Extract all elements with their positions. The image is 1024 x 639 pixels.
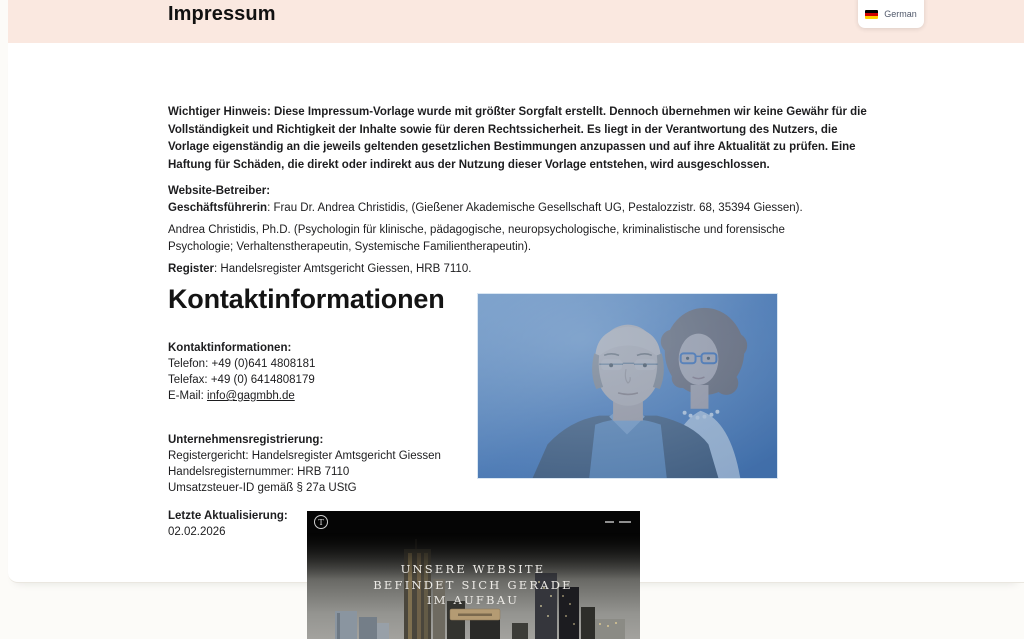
contact-info-block [168,340,315,404]
registration-heading: Unternehmensregistrierung: [168,434,324,446]
registration-block [168,432,441,496]
svg-text:T: T [318,518,324,527]
registration-court: Registergericht: Handelsregister Amtsgericht Giessen [168,450,441,462]
registration-number: Handelsregisternummer: HRB 7110 [168,466,350,478]
register-rest: : Handelsregister Amtsgericht Giessen, HRB 7110. [214,263,472,275]
contact-fax: Telefax: +49 (0) 6414808179 [168,374,315,386]
operator-bio: Andrea Christidis, Ph.D. (Psychologin für klinische, pädagogische, neuropsychologische, kriminalistische und forensische Psychologie; Verhaltenstherapeutin, Systemische Familientherapeutin). [168,224,785,253]
contact-email-prefix: E-Mail: [168,390,207,402]
disclaimer-text: Wichtiger Hinweis: Diese Impressum-Vorlage wurde mit größter Sorgfalt erstellt. Dennoch übernehmen wir keine Gewähr für die Vollständigkeit und Richtigkeit der Inhalte sowie für deren Rechtssicherheit. Es liegt in der Verantwortung des Nutzers, die Vorlage eigenständig an die jeweils geltenden gesetzlichen Bestimmungen anzupassen und auf ihre Aktualität zu prüfen. Eine Haftung für Schäden, die direkt oder indirekt aus der Nutzung dieser Vorlage entstehen, wird ausgeschlossen. [168,106,867,171]
preview-headline-line2: BEFINDET SICH GERADE [373,578,573,592]
contact-phone: Telefon: +49 (0)641 4808181 [168,358,316,370]
register-label: Register [168,263,215,275]
team-photo [477,293,778,479]
contact-email-line [168,388,315,404]
operator-role-label: Geschäftsführerin [168,202,268,214]
last-updated-block [168,508,288,540]
operator-heading: Website-Betreiber: [168,185,271,197]
operator-role-line [168,200,868,217]
page-title: Impressum [168,3,276,25]
contact-section-title: Kontaktinformationen [168,284,445,314]
language-label: German [884,9,917,19]
register-line [168,261,868,278]
preview-headline-line3: IM AUFBAU [426,593,520,607]
preview-cta-button [450,609,500,620]
last-updated-date: 02.02.2026 [168,526,226,538]
operator-role-rest: : Frau Dr. Andrea Christidis, (Gießener Akademische Gesellschaft UG, Pestalozzistr. 68, 35394 Giessen). [267,202,803,214]
last-updated-heading: Letzte Aktualisierung: [168,510,288,522]
language-switcher-button[interactable] [858,0,924,28]
registration-vat: Umsatzsteuer-ID gemäß § 27a UStG [168,482,357,494]
preview-headline-line1: UNSERE WEBSITE [400,562,546,576]
website-preview-image [307,511,640,639]
contact-heading: Kontaktinformationen: [168,342,292,354]
german-flag-icon [865,10,878,19]
email-link[interactable]: info@gagmbh.de [206,390,295,402]
